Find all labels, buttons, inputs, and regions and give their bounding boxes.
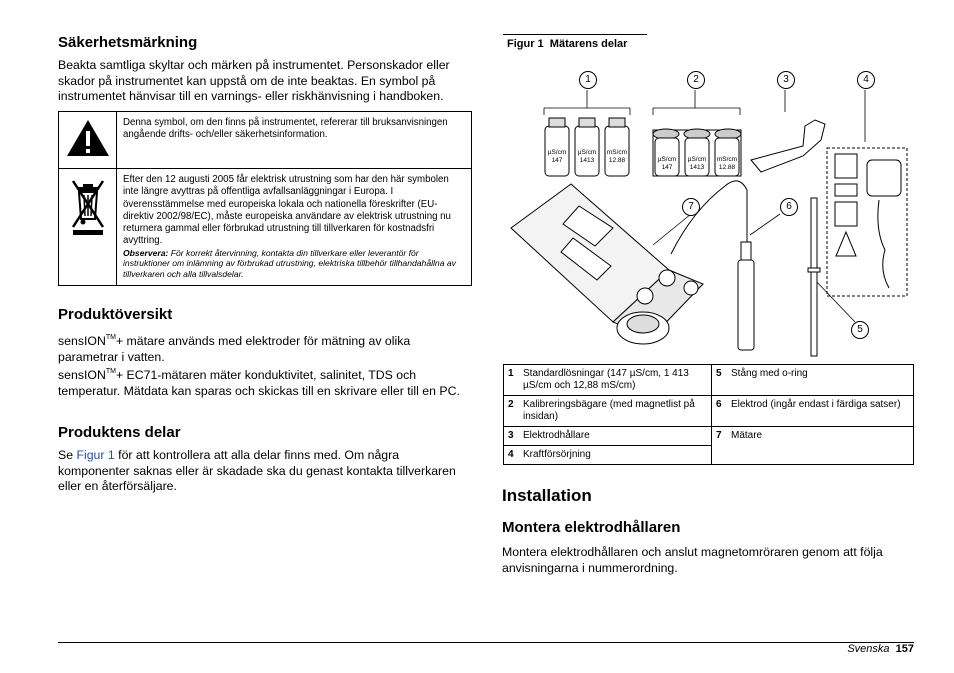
meter-parts-illustration [503, 60, 915, 360]
weee-text: Efter den 12 augusti 2005 får elektrisk utrustning som har den här symbolen inte längre avyttras på offentliga avfallsanläggningar i Europa. I överensstämmelse med europeiska lokala och nationella föreskrifter (EU-direktiv 2002/98/EC), måste europeiska användare av elektrisk utrustning nu returnera gammal eller förbrukad utrustning till tillverkaren för kostnadsfri avyttring. [123, 174, 451, 247]
parts-paragraph [58, 448, 458, 495]
parts-text-post: för att kontrollera att alla delar finns med. Om några komponenter saknas eller är skadade ska du genast kontakta tillverkaren eller en återförsäljare. [58, 448, 456, 493]
installation-heading: Installation [502, 486, 592, 505]
part-number: 1 [504, 365, 520, 396]
weee-note-text: För korrekt återvinning, kontakta din tillverkare eller leverantör för instruktioner om inlämning av förbrukad utrustning, elektriska tillbehör tillhandahållna av tillverkaren och alla tillvalsdelar. [123, 247, 456, 279]
part-description: Standardlösningar (147 µS/cm, 1 413 µS/cm och 12,88 mS/cm) [519, 365, 712, 396]
meter [511, 184, 703, 344]
callout-1: 1 [579, 71, 597, 89]
safety-intro: Beakta samtliga skyltar och märken på instrumentet. Personskador eller skador på instrumentet kan uppstå om de inte beaktas. En symbol på instrumentet hänvisar till en varnings- eller riskhänvisning i handboken. [58, 58, 450, 103]
parts-row [504, 396, 914, 427]
part-number: 5 [712, 365, 728, 396]
parts-row [504, 365, 914, 396]
beaker-label-1: µS/cm 147 [657, 156, 677, 171]
part-number: 2 [504, 396, 520, 427]
part-number: 6 [712, 396, 728, 427]
figure-caption-rule [503, 34, 647, 35]
part-description: Mätare [727, 427, 914, 465]
callout-6: 6 [780, 198, 798, 216]
safety-symbol-table [58, 111, 472, 286]
parts-heading: Produktens delar [58, 424, 181, 441]
part-number: 4 [504, 446, 520, 465]
standard-solution-bottles [545, 118, 629, 176]
warning-triangle-icon [59, 112, 117, 169]
rod-with-o-ring [808, 198, 820, 356]
bottle-label-2: µS/cm 1413 [577, 149, 597, 164]
figure-caption [507, 38, 627, 50]
electrode-holder [751, 120, 825, 172]
power-supply [827, 148, 907, 296]
trademark: TM [105, 368, 116, 375]
page-footer [847, 643, 914, 655]
weee-note-label: Observera: [123, 247, 169, 258]
safety-row-warning [59, 112, 472, 169]
part-description: Kalibreringsbägare (med magnetlist på insidan) [519, 396, 712, 427]
page-number: 157 [895, 643, 914, 655]
callout-4: 4 [857, 71, 875, 89]
beaker-label-2: µS/cm 1413 [687, 156, 707, 171]
footer-language: Svenska [847, 643, 890, 655]
trademark: TM [105, 334, 116, 341]
safety-row-weee [59, 169, 472, 286]
overview-text-2: + EC71-mätaren mäter konduktivitet, salinitet, TDS och temperatur. Mätdata kan sparas och skickas till en skrivare eller till en PC. [58, 368, 460, 398]
part-number: 7 [712, 427, 728, 465]
parts-row [504, 427, 914, 446]
bottle-label-3: mS/cm 12.88 [606, 149, 628, 164]
safety-heading: Säkerhetsmärkning [58, 34, 198, 51]
beaker-label-3: mS/cm 12.88 [716, 156, 738, 171]
installation-subheading: Montera elektrodhållaren [502, 519, 681, 536]
part-description: Elektrod (ingår endast i färdiga satser) [727, 396, 914, 427]
part-description: Elektrodhållare [519, 427, 712, 446]
figure-1-link[interactable]: Figur 1 [76, 448, 115, 462]
weee-text-cell [117, 169, 472, 286]
callout-5: 5 [851, 321, 869, 339]
bottle-label-1: µS/cm 147 [547, 149, 567, 164]
callout-3: 3 [777, 71, 795, 89]
part-description: Kraftförsörjning [519, 446, 712, 465]
parts-legend-table [503, 364, 914, 465]
overview-paragraph-2 [58, 364, 473, 399]
crossed-out-bin-icon [59, 169, 117, 286]
overview-paragraph-1 [58, 330, 473, 365]
installation-text: Montera elektrodhållaren och anslut magnetomröraren genom att följa anvisningarna i nummerordning. [502, 545, 883, 575]
callout-7: 7 [682, 198, 700, 216]
part-description: Stång med o-ring [727, 365, 914, 396]
parts-text-pre: Se [58, 448, 77, 462]
overview-heading: Produktöversikt [58, 306, 173, 323]
part-number: 3 [504, 427, 520, 446]
figure-caption-label: Figur 1 [507, 38, 544, 50]
figure-caption-title: Mätarens delar [549, 38, 628, 50]
callout-2: 2 [687, 71, 705, 89]
overview-text-1: + mätare används med elektroder för mätning av olika parametrar i vatten. [58, 334, 411, 364]
warning-text: Denna symbol, om den finns på instrumentet, refererar till bruksanvisningen angående drifts- och/eller säkerhetsinformation. [117, 112, 472, 169]
brand-name: sensION [58, 368, 106, 382]
brand-name: sensION [58, 334, 106, 348]
weee-note [123, 248, 465, 280]
footer-rule [58, 642, 914, 643]
